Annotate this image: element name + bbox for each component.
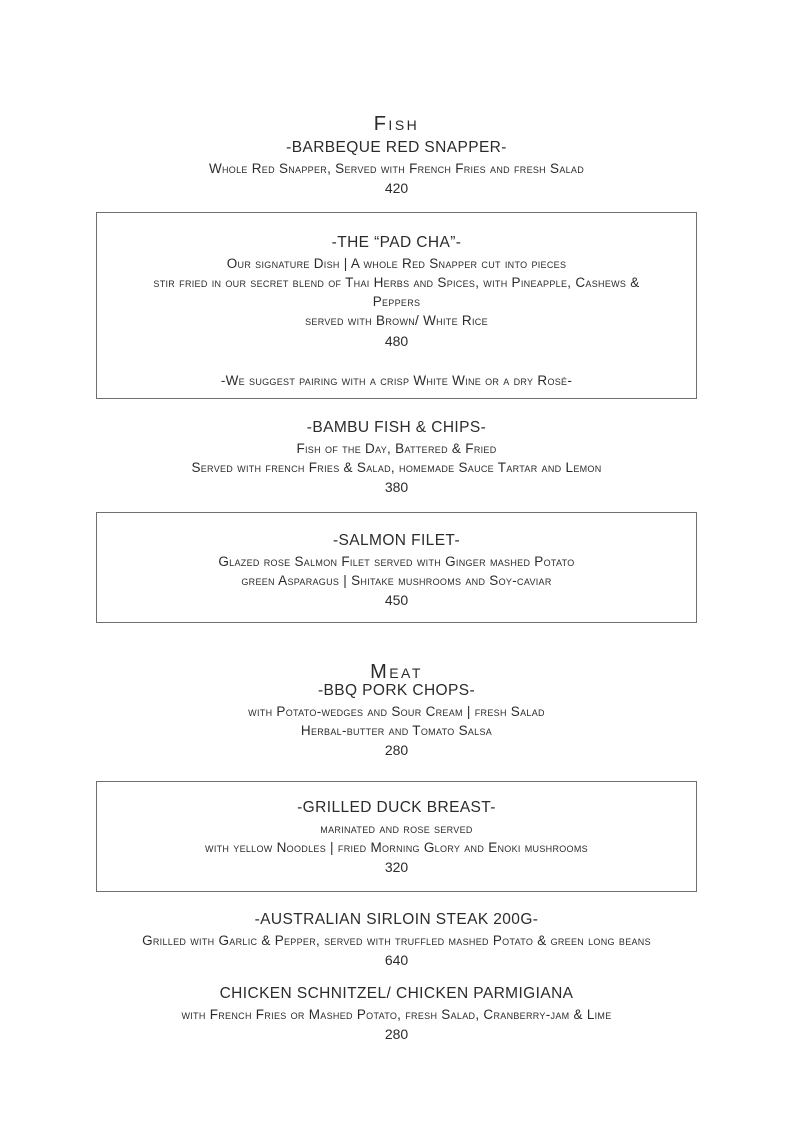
menu-item-description-line: with Potato-wedges and Sour Cream | fresh Salad xyxy=(248,703,545,719)
menu-item-name: -THE “PAD CHA”- xyxy=(331,234,462,251)
menu-item-price: 280 xyxy=(384,742,409,759)
menu-item-name: -GRILLED DUCK BREAST- xyxy=(297,799,496,816)
menu-item-description-line: Whole Red Snapper, Served with French Fries and fresh Salad xyxy=(208,160,585,176)
menu-item-description-line: green Asparagus | Shitake mushrooms and Soy-caviar xyxy=(241,573,552,589)
menu-item-description-line: Our signature Dish | A whole Red Snapper cut into pieces xyxy=(226,255,567,271)
menu-item-name: -BBQ PORK CHOPS- xyxy=(317,682,476,699)
menu-item-price: 450 xyxy=(384,592,409,609)
menu-item-description-line: with French Fries or Mashed Potato, fresh Salad, Cranberry-jam & Lime xyxy=(181,1006,612,1022)
menu-item-price: 280 xyxy=(384,1026,409,1043)
menu-item-bambu-fish-and-chips xyxy=(48,418,745,498)
section-heading-meat: Meat xyxy=(370,660,423,683)
menu-item-barbeque-red-snapper xyxy=(48,138,745,198)
menu-item-the-pad-cha xyxy=(96,212,697,399)
menu-item-description-line: stir fried in our secret blend of Thai Herbs and Spices, with Pineapple, Cashews & xyxy=(153,275,640,291)
menu-item-bbq-pork-chops xyxy=(48,681,745,761)
menu-item-name: -AUSTRALIAN SIRLOIN STEAK 200G- xyxy=(254,911,539,928)
menu-item-description-line: Herbal-butter and Tomato Salsa xyxy=(300,723,493,739)
menu-item-description-line: Glazed rose Salmon Filet served with Ginger mashed Potato xyxy=(218,553,575,569)
menu-item-name: -SALMON FILET- xyxy=(332,532,461,549)
menu-item-price: 480 xyxy=(384,332,409,349)
menu-item-pairing-note: -We suggest pairing with a crisp White Wine or a dry Rosé- xyxy=(220,372,573,388)
menu-item-description-line: with yellow Noodles | fried Morning Glory and Enoki mushrooms xyxy=(205,840,588,856)
menu-item-price: 420 xyxy=(384,180,409,197)
menu-item-description-line: Served with french Fries & Salad, homemade Sauce Tartar and Lemon xyxy=(191,460,602,476)
menu-item-description-line: served with Brown/ White Rice xyxy=(305,313,488,329)
menu-item-name: CHICKEN SCHNITZEL/ CHICKEN PARMIGIANA xyxy=(219,985,574,1002)
menu-item-price: 380 xyxy=(384,479,409,496)
menu-item-description-line: marinated and rose served xyxy=(320,820,473,836)
menu-item-price: 320 xyxy=(384,859,409,876)
section-heading-fish: Fish xyxy=(373,112,420,135)
menu-item-description-line: Peppers xyxy=(372,294,421,310)
menu-item-australian-sirloin-steak xyxy=(48,910,745,970)
menu-item-name: -BARBEQUE RED SNAPPER- xyxy=(286,139,507,156)
menu-item-description-line: Fish of the Day, Battered & Fried xyxy=(296,440,497,456)
menu-item-name: -BAMBU FISH & CHIPS- xyxy=(306,419,487,436)
menu-item-salmon-filet xyxy=(96,512,697,623)
menu-item-grilled-duck-breast xyxy=(96,781,697,892)
menu-item-price: 640 xyxy=(384,952,409,969)
menu-item-description-line: Grilled with Garlic & Pepper, served with truffled mashed Potato & green long beans xyxy=(142,932,651,948)
menu-item-chicken-schnitzel-parmigiana xyxy=(48,984,745,1044)
